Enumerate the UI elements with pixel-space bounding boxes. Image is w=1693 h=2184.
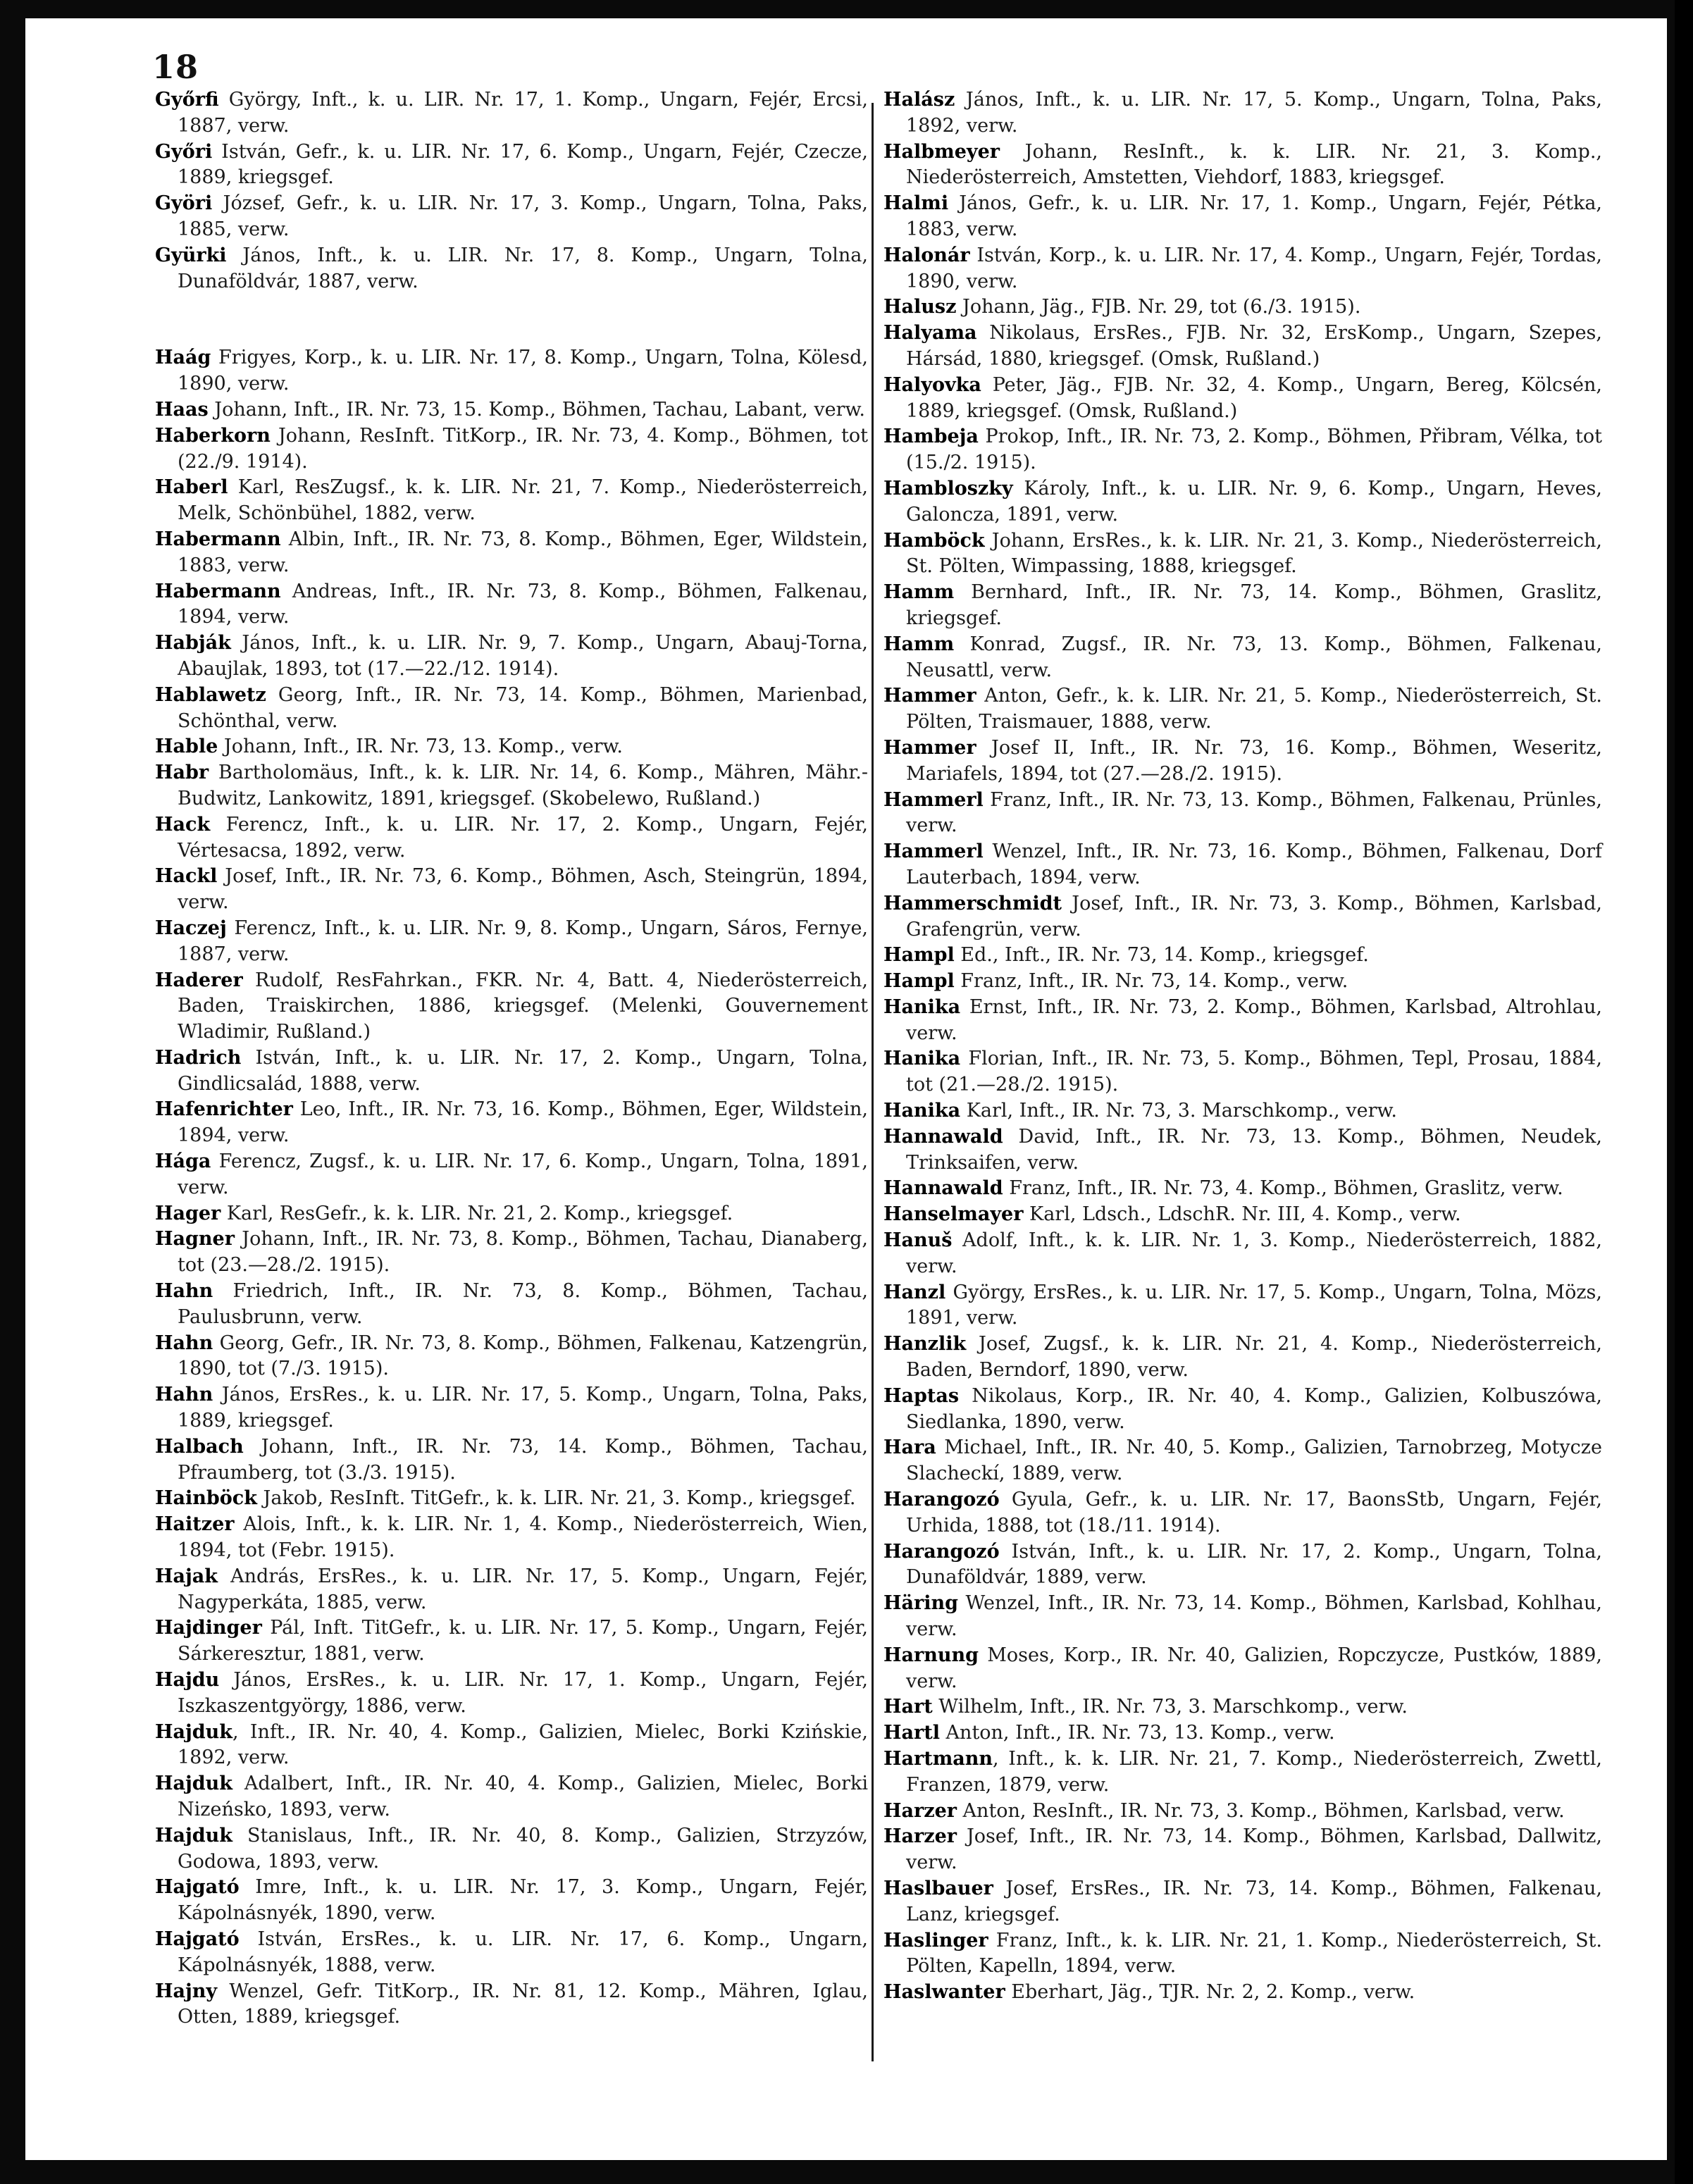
entry-details: Johann, Inft., IR. Nr. 73, 14. Komp., Böhmen, Tachau, Pfraumberg, tot (3./3. 1915).: [178, 1435, 868, 1484]
entry-details: Imre, Inft., k. u. LIR. Nr. 17, 3. Komp., Ungarn, Fejér, Kápolnásnyék, 1890, verw.: [178, 1876, 868, 1925]
register-entry: [883, 424, 1602, 476]
register-entry: [883, 528, 1602, 581]
entry-surname: Hart: [883, 1696, 933, 1718]
register-entry: [155, 1382, 868, 1434]
entry-details: , Inft., IR. Nr. 40, 4. Komp., Galizien, Mielec, Borki Kzińskie, 1892, verw.: [178, 1720, 868, 1769]
entry-surname: Hablawetz: [155, 683, 266, 706]
register-entry: [155, 1227, 868, 1279]
register-entry: [155, 579, 868, 631]
entry-surname: Hanzlik: [883, 1333, 967, 1355]
entry-surname: Hajduk: [155, 1773, 232, 1795]
entry-details: Johann, Inft., IR. Nr. 73, 8. Komp., Böhmen, Tachau, Dianaberg, tot (23.—28./2. 1915).: [178, 1228, 868, 1277]
entry-surname: Harzer: [883, 1799, 957, 1822]
register-entry: [883, 969, 1602, 995]
entry-surname: Győri: [155, 140, 213, 163]
entry-surname: Haas: [155, 398, 209, 421]
entry-details: Franz, Inft., k. k. LIR. Nr. 21, 1. Komp., Niederösterreich, St. Pölten, Kapelln, 1894, verw.: [906, 1929, 1602, 1978]
section-gap: [155, 294, 868, 345]
entry-surname: Hackl: [155, 865, 218, 888]
entry-surname: Haderer: [155, 969, 243, 991]
register-entry: [155, 1279, 868, 1331]
entry-details: György, Inft., k. u. LIR. Nr. 17, 1. Komp., Ungarn, Fejér, Ercsi, 1887, verw.: [178, 89, 868, 137]
register-entry: [155, 1486, 868, 1512]
entry-details: Eberhart, Jäg., TJR. Nr. 2, 2. Komp., verw.: [1005, 1981, 1415, 2004]
register-entry: [155, 812, 868, 864]
entry-surname: Haitzer: [155, 1513, 235, 1536]
entry-details: Wenzel, Inft., IR. Nr. 73, 14. Komp., Böhmen, Karlsbad, Kohlhau, verw.: [906, 1592, 1602, 1641]
entry-details: Pál, Inft. TitGefr., k. u. LIR. Nr. 17, 5. Komp., Ungarn, Fejér, Sárkeresztur, 1881, verw.: [178, 1617, 868, 1665]
entry-surname: Hajak: [155, 1565, 218, 1587]
register-entry: [883, 1202, 1602, 1228]
entry-surname: Hack: [155, 813, 211, 836]
register-entry: [883, 1228, 1602, 1280]
entry-details: Karl, ResGefr., k. k. LIR. Nr. 21, 2. Komp., kriegsgef.: [221, 1202, 733, 1224]
entry-details: David, Inft., IR. Nr. 73, 13. Komp., Böhmen, Neudek, Trinksaifen, verw.: [906, 1125, 1602, 1174]
register-entry: [155, 968, 868, 1046]
register-entry: [883, 736, 1602, 788]
entry-surname: Habják: [155, 632, 231, 654]
page-number: 18: [152, 48, 199, 86]
entry-details: Franz, Inft., IR. Nr. 73, 14. Komp., verw.: [954, 970, 1348, 993]
register-entry: [883, 1332, 1602, 1384]
document-page: [25, 18, 1667, 2160]
entry-details: Karl, Inft., IR. Nr. 73, 3. Marschkomp., verw.: [960, 1100, 1397, 1122]
entry-surname: Hammer: [883, 685, 976, 707]
register-entry: [155, 1875, 868, 1927]
register-entry: [883, 1539, 1602, 1592]
register-entry: [155, 1046, 868, 1098]
entry-surname: Hanika: [883, 995, 961, 1018]
entry-details: Johann, ResInft., k. k. LIR. Nr. 21, 3. Komp., Niederösterreich, Amstetten, Viehdorf, 1883, kriegsgef.: [906, 140, 1602, 189]
entry-surname: Hahn: [155, 1280, 213, 1303]
entry-details: Stanislaus, Inft., IR. Nr. 40, 8. Komp., Galizien, Strzyzów, Godowa, 1893, verw.: [178, 1824, 868, 1873]
register-entry: [155, 1615, 868, 1668]
register-entry: [883, 1591, 1602, 1643]
register-entry: [883, 1694, 1602, 1720]
register-entry: [155, 760, 868, 812]
register-entry: [155, 1823, 868, 1875]
register-entry: [883, 1928, 1602, 1980]
entry-surname: Halyama: [883, 322, 977, 345]
register-entry: [883, 1384, 1602, 1436]
entry-details: Josef, Inft., IR. Nr. 73, 6. Komp., Böhmen, Asch, Steingrün, 1894, verw.: [178, 865, 868, 914]
entry-details: István, Korp., k. u. LIR. Nr. 17, 4. Komp., Ungarn, Fejér, Tordas, 1890, verw.: [906, 244, 1602, 292]
register-entry: [155, 1927, 868, 1979]
entry-surname: Halonár: [883, 244, 970, 266]
register-entry: [883, 995, 1602, 1047]
register-entry: [155, 475, 868, 527]
entry-surname: Haslwanter: [883, 1981, 1005, 2004]
entry-surname: Hamböck: [883, 529, 985, 552]
entry-details: Franz, Inft., IR. Nr. 73, 13. Komp., Böhmen, Falkenau, Prünles, verw.: [906, 788, 1602, 837]
entry-surname: Habermann: [155, 580, 281, 602]
register-entry: [883, 373, 1602, 425]
entry-surname: Hafenrichter: [155, 1098, 293, 1121]
entry-details: Karl, ResZugsf., k. k. LIR. Nr. 21, 7. Komp., Niederösterreich, Melk, Schönbühel, 1882, verw.: [178, 476, 868, 525]
entry-details: Anton, ResInft., IR. Nr. 73, 3. Komp., Böhmen, Karlsbad, verw.: [956, 1799, 1565, 1822]
entry-details: Anton, Inft., IR. Nr. 73, 13. Komp., verw.: [939, 1722, 1335, 1744]
register-entry: [155, 1979, 868, 2031]
entry-details: Michael, Inft., IR. Nr. 40, 5. Komp., Galizien, Tarnobrzeg, Motycze Slacheckí, 1889, verw.: [906, 1437, 1602, 1485]
register-entry: [155, 916, 868, 968]
entry-details: Ferencz, Zugsf., k. u. LIR. Nr. 17, 6. Komp., Ungarn, Tolna, 1891, verw.: [178, 1150, 868, 1198]
register-entry: [155, 243, 868, 295]
register-entry: [155, 345, 868, 397]
entry-surname: Haberl: [155, 476, 228, 499]
entry-surname: Gyürki: [155, 244, 227, 266]
entry-details: János, ErsRes., k. u. LIR. Nr. 17, 5. Komp., Ungarn, Tolna, Paks, 1889, kriegsgef.: [178, 1384, 868, 1432]
entry-details: Georg, Gefr., IR. Nr. 73, 8. Komp., Böhmen, Falkenau, Katzengrün, 1890, tot (7./3. 1915).: [178, 1332, 868, 1380]
entry-details: János, Gefr., k. u. LIR. Nr. 17, 1. Komp., Ungarn, Fejér, Pétka, 1883, verw.: [906, 192, 1602, 240]
register-entry: [155, 191, 868, 243]
register-entry: [155, 1097, 868, 1149]
entry-surname: Hartl: [883, 1722, 940, 1744]
entry-details: Johann, ErsRes., k. k. LIR. Nr. 21, 3. Komp., Niederösterreich, St. Pölten, Wimpassing, 1888, kriegsgef.: [906, 529, 1602, 578]
register-entry: [883, 87, 1602, 139]
register-entry: [883, 243, 1602, 295]
register-entry: [155, 397, 868, 423]
register-entry: [155, 864, 868, 916]
register-entry: [883, 139, 1602, 192]
register-entry: [883, 632, 1602, 684]
entry-surname: Harangozó: [883, 1489, 1000, 1511]
entry-surname: Hable: [155, 736, 218, 758]
register-entry: [883, 1746, 1602, 1799]
entry-surname: Hága: [155, 1150, 211, 1173]
entry-details: Ferencz, Inft., k. u. LIR. Nr. 9, 8. Komp., Ungarn, Sáros, Fernye, 1887, verw.: [178, 917, 868, 965]
entry-details: István, Gefr., k. u. LIR. Nr. 17, 6. Komp., Ungarn, Fejér, Czecze, 1889, kriegsgef.: [178, 140, 868, 189]
entry-details: Adalbert, Inft., IR. Nr. 40, 4. Komp., Galizien, Mielec, Borki Nizeńsko, 1893, verw.: [178, 1773, 868, 1820]
entry-surname: Hajdinger: [155, 1617, 262, 1639]
register-entry: [883, 294, 1602, 321]
register-entry: [883, 1980, 1602, 2006]
entry-details: Wenzel, Inft., IR. Nr. 73, 16. Komp., Böhmen, Falkenau, Dorf Lauterbach, 1894, verw.: [906, 840, 1602, 888]
entry-details: Anton, Gefr., k. k. LIR. Nr. 21, 5. Komp., Niederösterreich, St. Pölten, Traismauer, 1888, verw.: [906, 685, 1602, 733]
entry-details: Bartholomäus, Inft., k. k. LIR. Nr. 14, 6. Komp., Mähren, Mähr.-Budwitz, Lankowitz, 1891, kriegsgef. (Skobelewo, Rußland.): [178, 762, 868, 809]
left-column: [155, 87, 868, 2030]
entry-details: Leo, Inft., IR. Nr. 73, 16. Komp., Böhmen, Eger, Wildstein, 1894, verw.: [178, 1098, 868, 1147]
register-entry: [883, 943, 1602, 969]
right-column: [883, 87, 1602, 2006]
entry-details: János, Inft., k. u. LIR. Nr. 17, 5. Komp., Ungarn, Tolna, Paks, 1892, verw.: [906, 89, 1602, 137]
register-entry: [155, 139, 868, 192]
entry-details: Josef, ErsRes., IR. Nr. 73, 14. Komp., Böhmen, Falkenau, Lanz, kriegsgef.: [906, 1877, 1602, 1925]
entry-surname: Hampl: [883, 944, 955, 967]
register-entry: [883, 1824, 1602, 1876]
register-entry: [883, 1643, 1602, 1695]
entry-surname: Hahn: [155, 1384, 213, 1406]
register-entry: [155, 734, 868, 760]
entry-details: Wenzel, Gefr. TitKorp., IR. Nr. 81, 12. Komp., Mähren, Iglau, Otten, 1889, kriegsgef.: [178, 1980, 868, 2028]
entry-surname: Hajduk: [155, 1824, 232, 1847]
entry-surname: Györi: [155, 192, 213, 215]
entry-surname: Hajny: [155, 1980, 218, 2002]
register-entry: [155, 1720, 868, 1772]
entry-surname: Halbmeyer: [883, 140, 1000, 163]
entry-details: György, ErsRes., k. u. LIR. Nr. 17, 5. Komp., Ungarn, Tolna, Mözs, 1891, verw.: [906, 1281, 1602, 1329]
register-entry: [883, 1098, 1602, 1124]
entry-surname: Halmi: [883, 192, 949, 215]
entry-surname: Hajgató: [155, 1876, 240, 1899]
entry-surname: Hanuš: [883, 1229, 953, 1252]
register-entry: [883, 476, 1602, 528]
register-entry: [883, 891, 1602, 943]
register-entry: [155, 1201, 868, 1227]
register-entry: [883, 1720, 1602, 1746]
entry-surname: Hanika: [883, 1048, 961, 1070]
entry-details: Andreas, Inft., IR. Nr. 73, 8. Komp., Böhmen, Falkenau, 1894, verw.: [178, 580, 868, 628]
entry-surname: Hara: [883, 1437, 936, 1459]
register-entry: [155, 1668, 868, 1720]
scan-edge: [1675, 0, 1693, 2184]
entry-surname: Hampl: [883, 970, 955, 993]
entry-surname: Haptas: [883, 1384, 960, 1407]
register-entry: [155, 1771, 868, 1823]
register-entry: [883, 839, 1602, 891]
register-entry: [883, 580, 1602, 632]
entry-details: Ernst, Inft., IR. Nr. 73, 2. Komp., Böhmen, Karlsbad, Altrohlau, verw.: [906, 995, 1602, 1044]
entry-surname: Häring: [883, 1592, 958, 1615]
register-entry: [883, 321, 1602, 373]
entry-surname: Halyovka: [883, 373, 981, 396]
entry-surname: Haczej: [155, 917, 227, 939]
entry-surname: Hannawald: [883, 1125, 1003, 1148]
entry-details: Wilhelm, Inft., IR. Nr. 73, 3. Marschkomp., verw.: [932, 1696, 1408, 1718]
entry-details: Gyula, Gefr., k. u. LIR. Nr. 17, BaonsStb, Ungarn, Fejér, Urhida, 1888, tot (18./11. 1914).: [906, 1489, 1602, 1537]
entry-details: Albin, Inft., IR. Nr. 73, 8. Komp., Böhmen, Eger, Wildstein, 1883, verw.: [178, 528, 868, 576]
entry-details: Nikolaus, Korp., IR. Nr. 40, 4. Komp., Galizien, Kolbuszówa, Siedlanka, 1890, verw.: [906, 1384, 1602, 1433]
entry-surname: Hajduk: [155, 1720, 232, 1743]
entry-details: Friedrich, Inft., IR. Nr. 73, 8. Komp., Böhmen, Tachau, Paulusbrunn, verw.: [178, 1280, 868, 1328]
entry-details: Károly, Inft., k. u. LIR. Nr. 9, 6. Komp., Ungarn, Heves, Galoncza, 1891, verw.: [906, 477, 1602, 526]
entry-surname: Haberkorn: [155, 424, 271, 447]
entry-surname: Hammer: [883, 736, 976, 759]
entry-details: István, ErsRes., k. u. LIR. Nr. 17, 6. Komp., Ungarn, Kápolnásnyék, 1888, verw.: [178, 1928, 868, 1976]
entry-surname: Győrfi: [155, 89, 219, 111]
register-entry: [883, 1046, 1602, 1098]
entry-details: András, ErsRes., k. u. LIR. Nr. 17, 5. Komp., Ungarn, Fejér, Nagyperkáta, 1885, verw.: [178, 1565, 868, 1613]
register-entry: [155, 423, 868, 476]
register-entry: [155, 87, 868, 139]
entry-surname: Hartmann: [883, 1748, 993, 1770]
entry-details: Adolf, Inft., k. k. LIR. Nr. 1, 3. Komp., Niederösterreich, 1882, verw.: [906, 1229, 1602, 1277]
register-entry: [883, 1876, 1602, 1928]
entry-details: Josef, Zugsf., k. k. LIR. Nr. 21, 4. Komp., Niederösterreich, Baden, Berndorf, 1890, verw.: [906, 1333, 1602, 1382]
entry-details: Franz, Inft., IR. Nr. 73, 4. Komp., Böhmen, Graslitz, verw.: [1003, 1177, 1563, 1200]
entry-surname: Halusz: [883, 296, 957, 318]
entry-details: Johann, Inft., IR. Nr. 73, 15. Komp., Böhmen, Tachau, Labant, verw.: [208, 398, 865, 421]
entry-details: Prokop, Inft., IR. Nr. 73, 2. Komp., Böhmen, Přibram, Vélka, tot (15./2. 1915).: [906, 426, 1602, 474]
entry-surname: Hager: [155, 1202, 221, 1224]
register-entry: [883, 1435, 1602, 1487]
register-entry: [155, 683, 868, 735]
entry-surname: Hahn: [155, 1332, 213, 1354]
entry-surname: Hajgató: [155, 1928, 240, 1950]
entry-details: Peter, Jäg., FJB. Nr. 32, 4. Komp., Ungarn, Bereg, Kölcsén, 1889, kriegsgef. (Omsk, Rußland.): [906, 373, 1602, 422]
entry-details: , Inft., k. k. LIR. Nr. 21, 7. Komp., Niederösterreich, Zwettl, Franzen, 1879, verw.: [906, 1748, 1602, 1796]
entry-surname: Haág: [155, 347, 211, 369]
entry-details: Moses, Korp., IR. Nr. 40, Galizien, Ropczycze, Pustków, 1889, verw.: [906, 1644, 1602, 1692]
entry-surname: Hannawald: [883, 1177, 1003, 1200]
register-entry: [155, 1331, 868, 1383]
entry-details: Jakob, ResInft. TitGefr., k. k. LIR. Nr. 21, 3. Komp., kriegsgef.: [256, 1487, 856, 1510]
register-entry: [883, 683, 1602, 736]
entry-surname: Habr: [155, 762, 209, 784]
entry-surname: Harangozó: [883, 1540, 1000, 1563]
entry-surname: Halbach: [155, 1435, 244, 1458]
entry-surname: Habermann: [155, 528, 281, 550]
entry-surname: Hanselmayer: [883, 1203, 1024, 1226]
entry-surname: Hambeja: [883, 426, 979, 448]
register-entry: [155, 631, 868, 683]
entry-details: Konrad, Zugsf., IR. Nr. 73, 13. Komp., Böhmen, Falkenau, Neusattl, verw.: [906, 633, 1602, 681]
entry-surname: Hagner: [155, 1228, 235, 1251]
entry-details: Florian, Inft., IR. Nr. 73, 5. Komp., Böhmen, Tepl, Prosau, 1884, tot (21.—28./2. 1915).: [906, 1048, 1602, 1096]
entry-details: Johann, Inft., IR. Nr. 73, 13. Komp., verw.: [218, 736, 623, 758]
entry-surname: Harnung: [883, 1644, 979, 1666]
register-entry: [155, 1149, 868, 1201]
entry-details: Bernhard, Inft., IR. Nr. 73, 14. Komp., Böhmen, Graslitz, kriegsgef.: [906, 581, 1602, 629]
entry-details: János, Inft., k. u. LIR. Nr. 17, 8. Komp., Ungarn, Tolna, Dunaföldvár, 1887, verw.: [178, 244, 868, 292]
entry-details: Josef, Inft., IR. Nr. 73, 14. Komp., Böhmen, Karlsbad, Dallwitz, verw.: [906, 1825, 1602, 1874]
entry-surname: Hammerl: [883, 840, 984, 863]
register-entry: [883, 1124, 1602, 1177]
entry-details: István, Inft., k. u. LIR. Nr. 17, 2. Komp., Ungarn, Tolna, Gindlicsalád, 1888, verw.: [178, 1046, 868, 1095]
entry-surname: Haslbauer: [883, 1877, 993, 1899]
register-entry: [883, 191, 1602, 243]
entry-surname: Hammerschmidt: [883, 892, 1062, 914]
register-entry: [155, 1512, 868, 1564]
column-divider: [872, 103, 874, 2061]
register-entry: [155, 527, 868, 579]
entry-details: István, Inft., k. u. LIR. Nr. 17, 2. Komp., Ungarn, Tolna, Dunaföldvár, 1889, verw.: [906, 1540, 1602, 1589]
entry-details: Johann, ResInft. TitKorp., IR. Nr. 73, 4. Komp., Böhmen, tot (22./9. 1914).: [178, 424, 868, 473]
register-entry: [883, 1799, 1602, 1825]
register-entry: [883, 788, 1602, 840]
entry-details: Ed., Inft., IR. Nr. 73, 14. Komp., kriegsgef.: [954, 944, 1369, 967]
entry-details: Georg, Inft., IR. Nr. 73, 14. Komp., Böhmen, Marienbad, Schönthal, verw.: [178, 683, 868, 732]
register-entry: [155, 1564, 868, 1616]
entry-surname: Hainböck: [155, 1487, 257, 1510]
register-entry: [883, 1280, 1602, 1332]
entry-details: Alois, Inft., k. k. LIR. Nr. 1, 4. Komp., Niederösterreich, Wien, 1894, tot (Febr. 1915).: [178, 1513, 868, 1562]
entry-details: Ferencz, Inft., k. u. LIR. Nr. 17, 2. Komp., Ungarn, Fejér, Vértesacsa, 1892, verw.: [178, 813, 868, 862]
entry-details: Josef, Inft., IR. Nr. 73, 3. Komp., Böhmen, Karlsbad, Grafengrün, verw.: [906, 892, 1602, 941]
register-entry: [883, 1487, 1602, 1539]
entry-details: József, Gefr., k. u. LIR. Nr. 17, 3. Komp., Ungarn, Tolna, Paks, 1885, verw.: [178, 192, 868, 240]
entry-surname: Hanika: [883, 1100, 961, 1122]
entry-details: Josef II, Inft., IR. Nr. 73, 16. Komp., Böhmen, Weseritz, Mariafels, 1894, tot (27.—28./2. 1915).: [906, 736, 1602, 785]
register-entry: [155, 1434, 868, 1487]
entry-details: Rudolf, ResFahrkan., FKR. Nr. 4, Batt. 4, Niederösterreich, Baden, Traiskirchen, 1886, kriegsgef. (Melenki, Gouvernement Wladimir, Rußland.): [178, 969, 868, 1043]
entry-details: Karl, Ldsch., LdschR. Nr. III, 4. Komp., verw.: [1023, 1203, 1461, 1226]
entry-surname: Hamm: [883, 581, 955, 604]
entry-surname: Haslinger: [883, 1929, 988, 1952]
entry-surname: Harzer: [883, 1825, 957, 1848]
entry-details: János, Inft., k. u. LIR. Nr. 9, 7. Komp., Ungarn, Abauj-Torna, Abaujlak, 1893, tot (17.—22./12. 1914).: [178, 632, 868, 680]
entry-details: Johann, Jäg., FJB. Nr. 29, tot (6./3. 1915).: [956, 296, 1361, 318]
entry-details: Frigyes, Korp., k. u. LIR. Nr. 17, 8. Komp., Ungarn, Tolna, Kölesd, 1890, verw.: [178, 347, 868, 395]
entry-surname: Hamm: [883, 633, 955, 655]
entry-surname: Hajdu: [155, 1669, 220, 1692]
entry-details: János, ErsRes., k. u. LIR. Nr. 17, 1. Komp., Ungarn, Fejér, Iszkaszentgyörgy, 1886, verw.: [178, 1669, 868, 1717]
entry-details: Nikolaus, ErsRes., FJB. Nr. 32, ErsKomp., Ungarn, Szepes, Hársád, 1880, kriegsgef. (Omsk, Rußland.): [906, 322, 1602, 370]
entry-surname: Hambloszky: [883, 477, 1013, 500]
entry-surname: Hammerl: [883, 788, 984, 811]
entry-surname: Halász: [883, 89, 955, 111]
entry-surname: Hanzl: [883, 1281, 946, 1303]
register-entry: [883, 1176, 1602, 1202]
entry-surname: Hadrich: [155, 1046, 242, 1069]
